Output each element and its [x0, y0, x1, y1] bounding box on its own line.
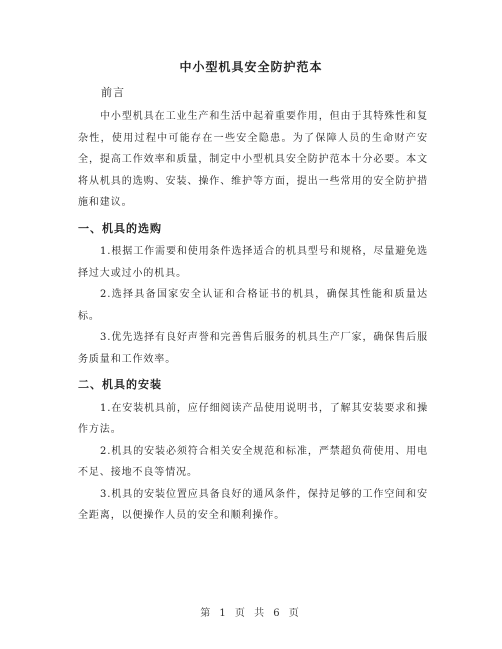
section-item: 2.选择具备国家安全认证和合格证书的机具，确保其性能和质量达标。	[78, 289, 428, 322]
section-item: 2.机具的安装必须符合相关安全规范和标准，严禁超负荷使用、用电不足、接地不良等情况。	[78, 445, 428, 478]
document-title: 中小型机具安全防护范本	[179, 60, 323, 74]
preface-label: 前言	[101, 86, 125, 99]
section-item: 3.机具的安装位置应具备良好的通风条件，保持足够的工作空间和安全距离，以便操作人员的安全和顺利操作。	[78, 488, 428, 521]
page-footer: 第 1 页 共 6 页	[200, 608, 302, 619]
section-item: 3.优先选择有良好声誉和完善售后服务的机具生产厂家，确保售后服务质量和工作效率。	[78, 332, 428, 365]
section-item: 1.在安装机具前，应仔细阅读产品使用说明书，了解其安装要求和操作方法。	[78, 402, 428, 435]
section-heading-installation: 二、机具的安装	[78, 378, 162, 391]
section-heading-selection: 一、机具的选购	[78, 221, 162, 235]
document-body	[78, 106, 428, 527]
intro-paragraph: 中小型机具在工业生产和生活中起着重要作用，但由于其特殊性和复杂性，使用过程中可能存在一些安全隐患。为了保障人员的生命财产安全，提高工作效率和质量，制定中小型机具安全防护范本十分必要。本文将从机具的选购、安装、操作、维护等方面，提出一些常用的安全防护措施和建议。	[78, 111, 428, 208]
section-item: 1.根据工作需要和使用条件选择适合的机具型号和规格，尽量避免选择过大或过小的机具。	[78, 246, 428, 279]
